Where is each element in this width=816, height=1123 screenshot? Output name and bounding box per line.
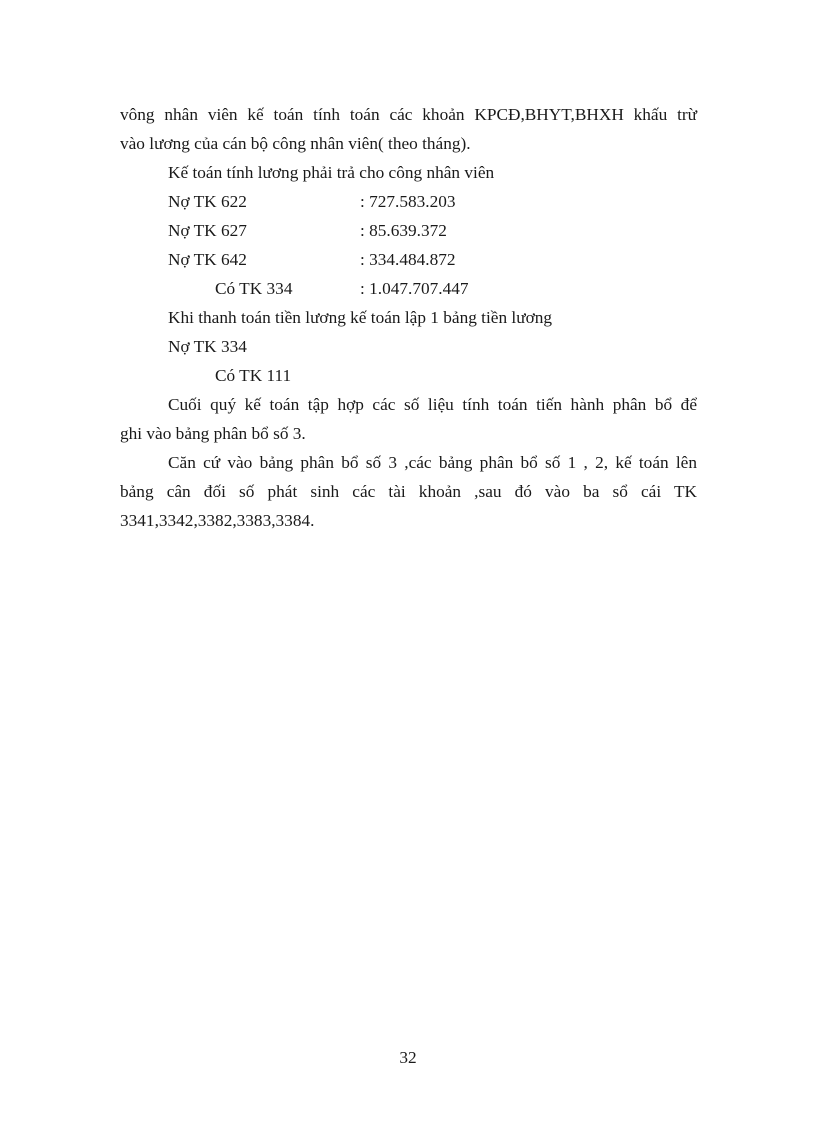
- page-body: [120, 100, 697, 535]
- entry-amount: : 85.639.372: [360, 221, 447, 240]
- journal-entry-credit-111: Có TK 111: [215, 366, 292, 385]
- text-line: 3341,3342,3382,3383,3384.: [120, 511, 315, 530]
- entry-amount: : 334.484.872: [360, 250, 456, 269]
- payment-journal-entries: [120, 332, 697, 390]
- page-number: 32: [399, 1048, 417, 1067]
- text-line: Căn cứ vào bảng phân bổ số 3 ,các bảng phân bổ số 1 , 2, kế toán lên: [168, 453, 697, 472]
- text-line: Cuối quý kế toán tập hợp các số liệu tính toán tiến hành phân bổ để: [168, 395, 697, 414]
- journal-entry-debit-642: [120, 245, 697, 274]
- text-line: vông nhân viên kế toán tính toán các khoản KPCĐ,BHYT,BHXH khấu trừ: [120, 105, 697, 124]
- journal-entry-credit-334: [120, 274, 697, 303]
- text-line: bảng cân đối số phát sinh các tài khoản ,sau đó vào ba sổ cái TK: [120, 482, 697, 501]
- salary-intro: Kế toán tính lương phải trả cho công nhân viên: [168, 163, 495, 182]
- entry-account: Nợ TK 622: [168, 192, 247, 211]
- payment-intro: Khi thanh toán tiền lương kế toán lập 1 bảng tiền lương: [168, 308, 553, 327]
- paragraph-continuation: [120, 100, 697, 158]
- entry-amount: : 727.583.203: [360, 192, 456, 211]
- text-line: ghi vào bảng phân bổ số 3.: [120, 424, 306, 443]
- salary-journal-entries: [120, 187, 697, 303]
- entry-account: Nợ TK 627: [168, 221, 247, 240]
- text-line: vào lương của cán bộ công nhân viên( theo tháng).: [120, 134, 471, 153]
- entry-account: Nợ TK 642: [168, 250, 247, 269]
- journal-entry-debit-334: Nợ TK 334: [168, 337, 247, 356]
- journal-entry-debit-622: [120, 187, 697, 216]
- paragraph-final: [120, 448, 697, 535]
- entry-account: Có TK 334: [215, 279, 293, 298]
- entry-amount: : 1.047.707.447: [360, 279, 469, 298]
- paragraph-quarter-allocation: [120, 390, 697, 448]
- journal-entry-debit-627: [120, 216, 697, 245]
